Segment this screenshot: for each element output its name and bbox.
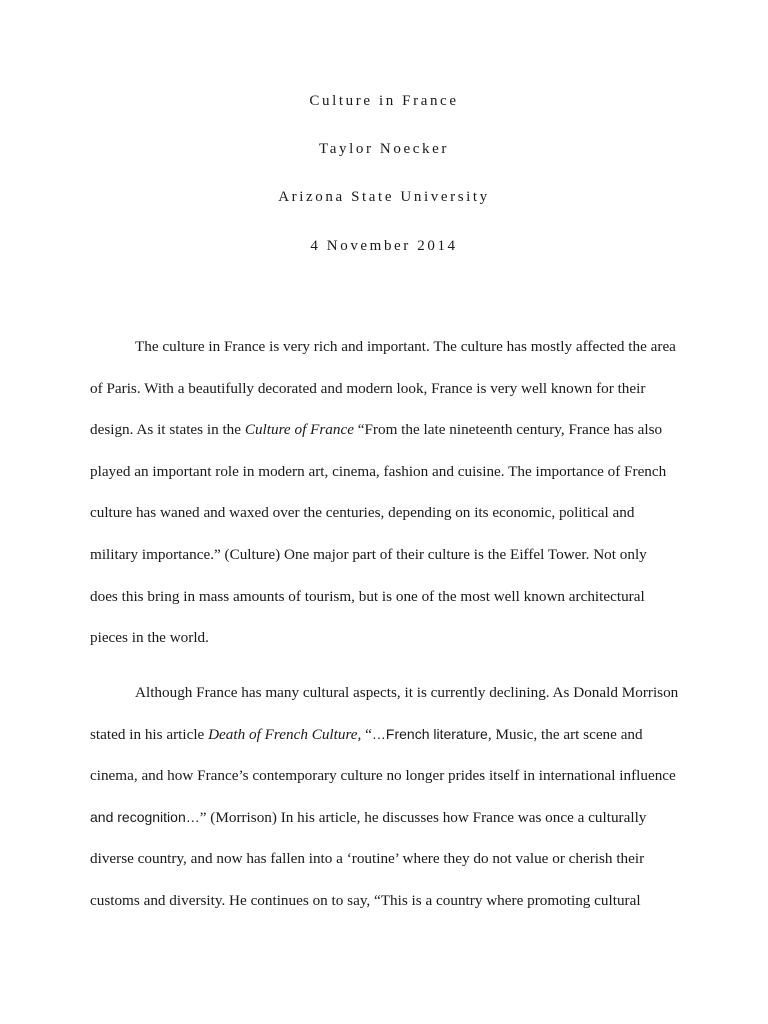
- paragraph-1-line-3-end: “From the late nineteenth century, France has also: [353, 421, 663, 439]
- paragraph-2-line-2-end: , Music, the art scene and: [487, 725, 643, 743]
- paragraph-2-line-5: diverse country, and now has fallen into a ‘routine’ where they do not value or cherish their: [90, 850, 645, 868]
- book-title-culture-of-france: Culture of France: [244, 421, 354, 439]
- institution-name: Arizona State University: [278, 189, 490, 205]
- paragraph-2-line-2: [90, 714, 690, 756]
- quote-sans-fragment-2: and recognition…: [90, 808, 200, 825]
- paragraph-1-line-1: The culture in France is very rich and important. The culture has mostly affected the area: [135, 338, 676, 355]
- paragraph-2-open-quote: “: [361, 725, 372, 743]
- paragraph-2: [90, 672, 690, 922]
- paragraph-1-line-3-start: design. As it states in the: [90, 421, 245, 439]
- paragraph-2-line-2-start: stated in his article: [90, 725, 209, 743]
- paragraph-1: [90, 326, 690, 659]
- paragraph-2-line-4-end: ” (Morrison) In his article, he discusses how France was once a culturally: [199, 808, 647, 826]
- paragraph-1-line-5: culture has waned and waxed over the centuries, depending on its economic, political and: [90, 504, 635, 522]
- paragraph-1-line-8: pieces in the world.: [90, 629, 209, 647]
- paragraph-2-line-6: customs and diversity. He continues on to say, “This is a country where promoting cultural: [90, 891, 641, 909]
- document-date: 4 November 2014: [310, 238, 458, 254]
- paragraph-2-line-3: cinema, and how France’s contemporary culture no longer prides itself in international influence: [90, 767, 676, 785]
- article-title-death-of-french-culture: Death of French Culture,: [208, 725, 362, 743]
- document-title: Culture in France: [309, 93, 459, 109]
- paragraph-2-line-1: Although France has many cultural aspects, it is currently declining. As Donald Morrison: [135, 684, 679, 701]
- author-name: Taylor Noecker: [319, 141, 449, 157]
- paragraph-1-line-3: [90, 409, 690, 451]
- paragraph-1-line-4: played an important role in modern art, cinema, fashion and cuisine. The importance of French: [90, 462, 667, 480]
- quote-sans-fragment-1: …French literature: [371, 725, 488, 742]
- paragraph-1-line-6: military importance.” (Culture) One major part of their culture is the Eiffel Tower. Not only: [90, 545, 647, 563]
- paragraph-2-line-4: [90, 797, 690, 839]
- paragraph-1-line-2: of Paris. With a beautifully decorated and modern look, France is very well known for their: [90, 379, 646, 397]
- paragraph-1-line-7: does this bring in mass amounts of tourism, but is one of the most well known architectural: [90, 587, 645, 605]
